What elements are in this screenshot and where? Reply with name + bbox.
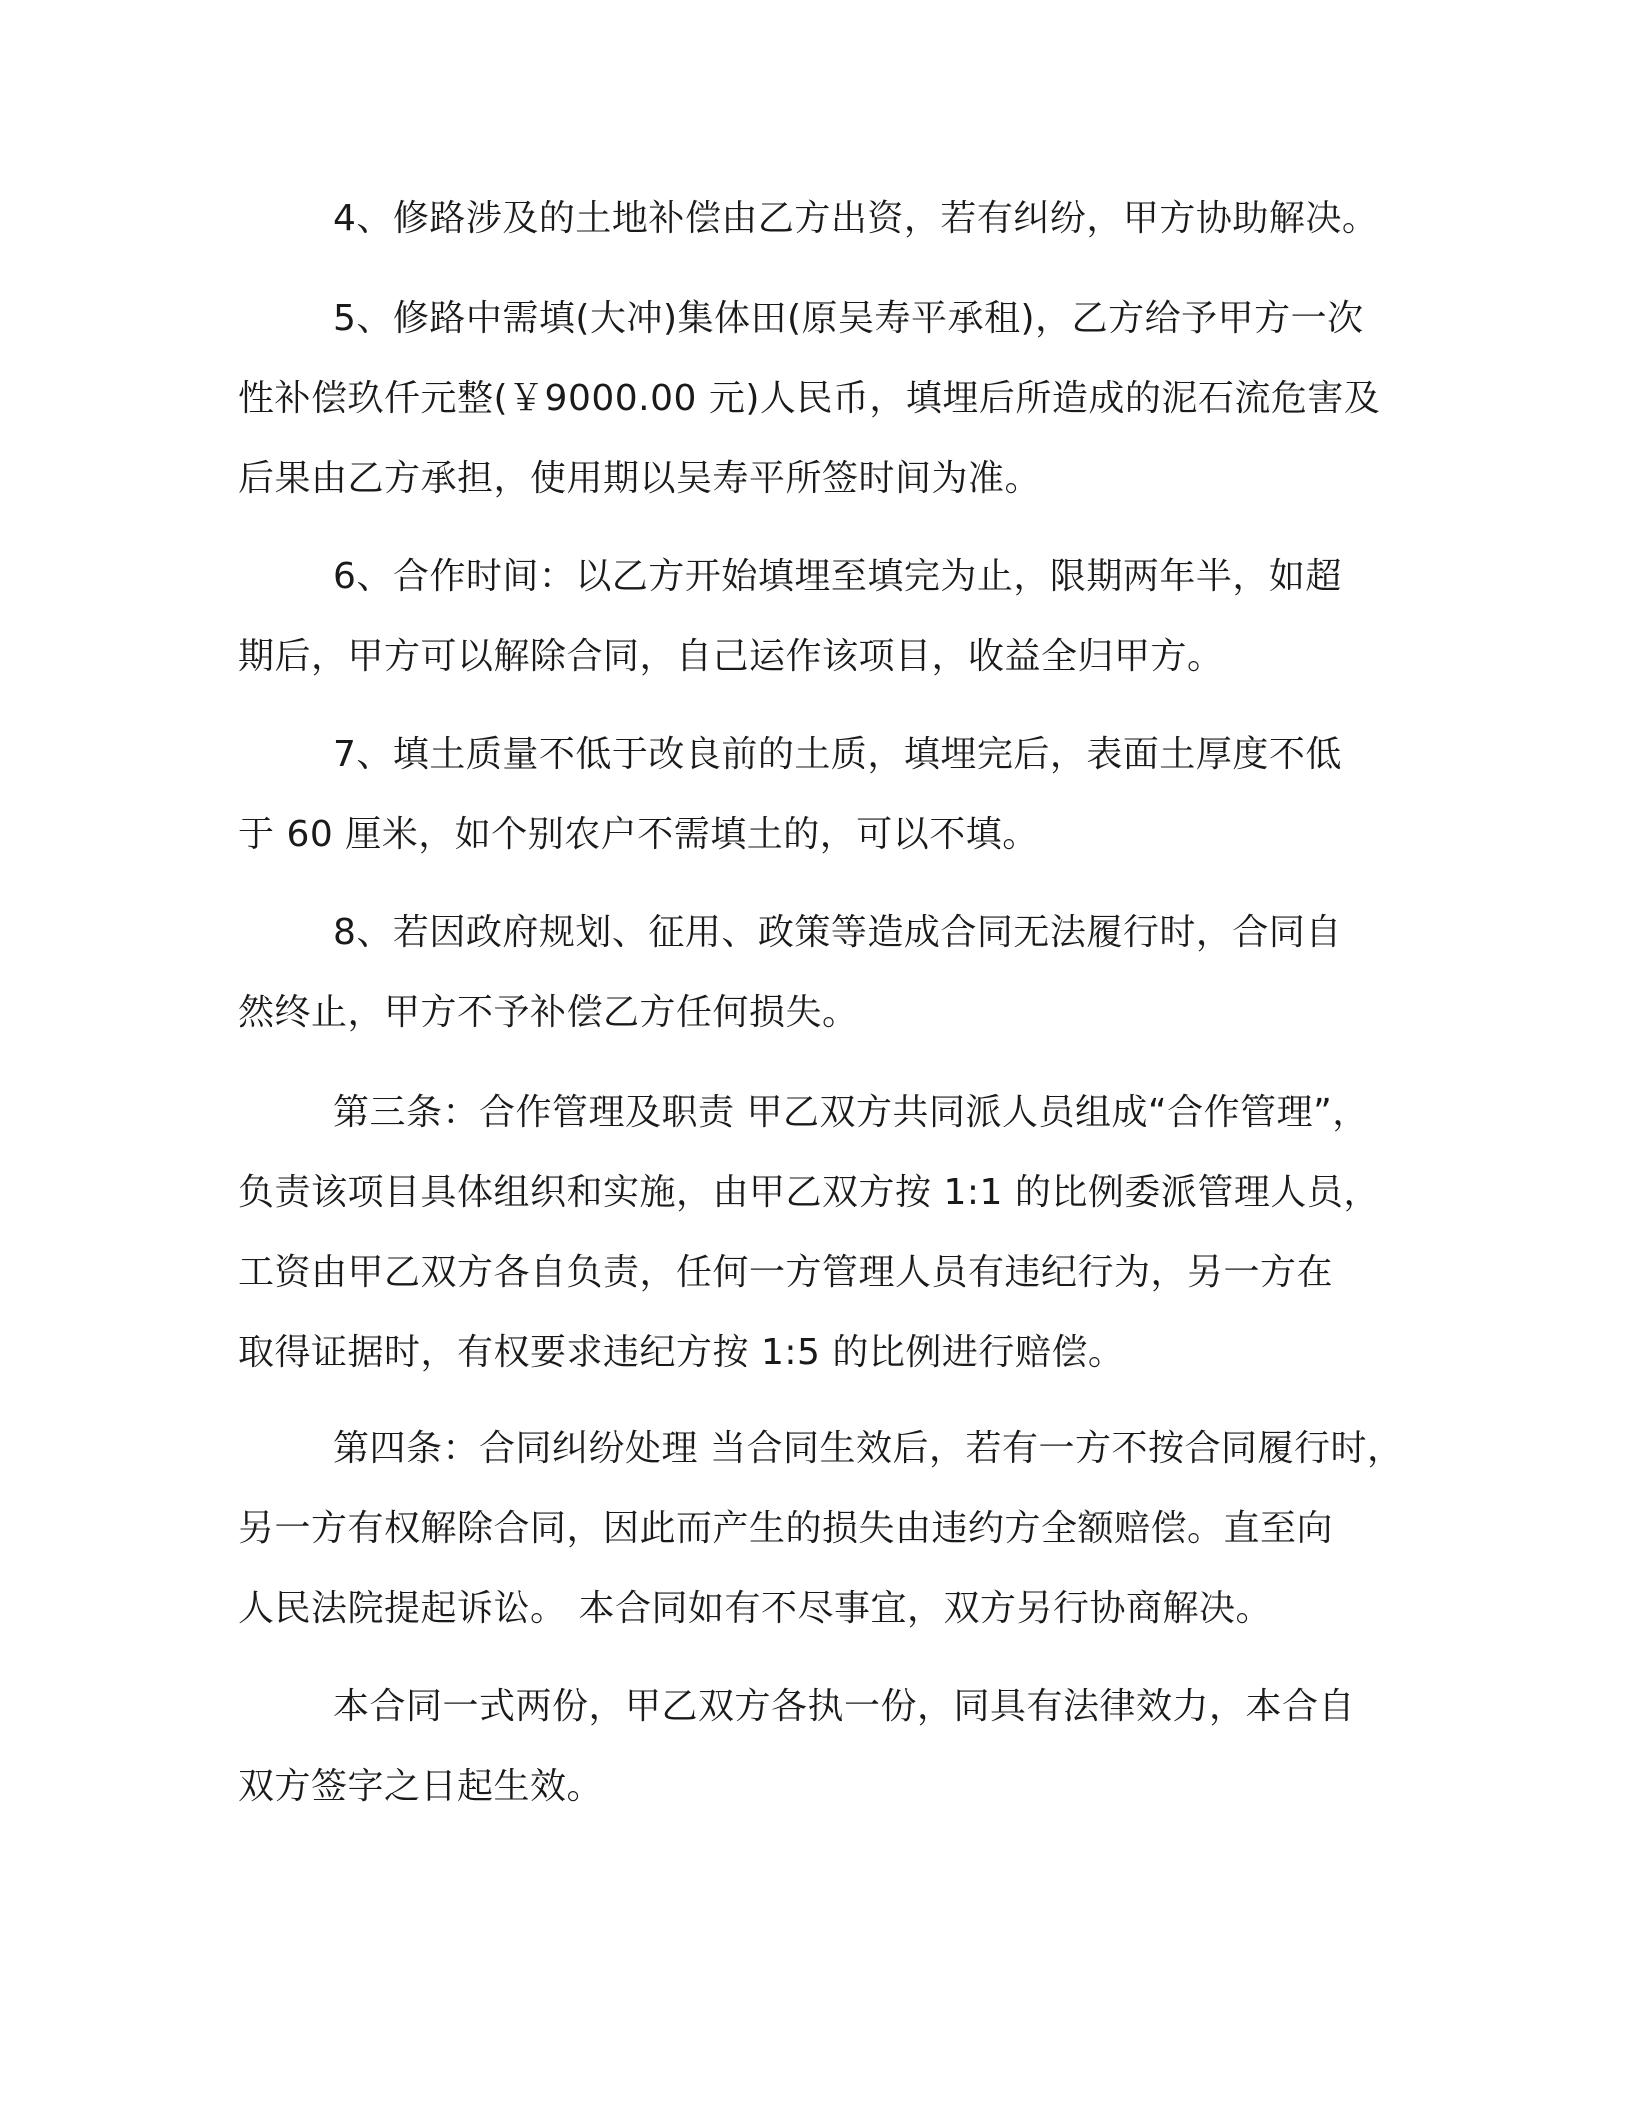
text-line: 5、修路中需填(大冲)集体田(原吴寿平承租)，乙方给予甲方一次 — [333, 298, 1364, 339]
text-line: 第三条：合作管理及职责 甲乙双方共同派人员组成“合作管理”， — [333, 1092, 1369, 1133]
text-line: 然终止，甲方不予补偿乙方任何损失。 — [238, 992, 859, 1033]
text-line: 于 60 厘米，如个别农户不需填土的，可以不填。 — [238, 814, 1039, 855]
article-4 — [238, 1409, 1404, 1649]
text-line: 后果由乙方承担，使用期以吴寿平所签时间为准。 — [238, 458, 1042, 499]
clause-4 — [238, 179, 1398, 259]
text-line: 工资由甲乙双方各自负责，任何一方管理人员有违纪行为，另一方在 — [238, 1252, 1334, 1293]
text-line: 第四条：合同纠纷处理 当合同生效后，若有一方不按合同履行时， — [333, 1428, 1404, 1469]
clause-6 — [238, 537, 1398, 697]
text-line: 7、填土质量不低于改良前的土质，填埋完后，表面土厚度不低 — [333, 734, 1342, 775]
article-3 — [238, 1073, 1398, 1393]
text-line: 人民法院提起诉讼。 本合同如有不尽事宜，双方另行协商解决。 — [238, 1588, 1272, 1629]
text-line: 负责该项目具体组织和实施，由甲乙双方按 1:1 的比例委派管理人员， — [238, 1172, 1380, 1213]
clause-8 — [238, 893, 1398, 1053]
text-line: 6、合作时间：以乙方开始填埋至填完为止，限期两年半，如超 — [333, 556, 1342, 597]
text-line: 取得证据时，有权要求违纪方按 1:5 的比例进行赔偿。 — [238, 1332, 1125, 1373]
text-line: 本合同一式两份，甲乙双方各执一份，同具有法律效力，本合自 — [333, 1686, 1356, 1727]
text-line: 8、若因政府规划、征用、政策等造成合同无法履行时，合同自 — [333, 912, 1342, 953]
text-line: 性补偿玖仟元整(￥9000.00 元)人民币，填埋后所造成的泥石流危害及 — [238, 378, 1381, 419]
closing-paragraph — [238, 1667, 1398, 1827]
clause-5 — [238, 279, 1398, 519]
text-line: 双方签字之日起生效。 — [238, 1766, 604, 1807]
text-line: 4、修路涉及的土地补偿由乙方出资，若有纠纷，甲方协助解决。 — [333, 198, 1379, 239]
clause-7 — [238, 715, 1398, 875]
text-line: 期后，甲方可以解除合同，自己运作该项目，收益全归甲方。 — [238, 636, 1224, 677]
text-line: 另一方有权解除合同，因此而产生的损失由违约方全额赔偿。直至向 — [238, 1508, 1334, 1549]
